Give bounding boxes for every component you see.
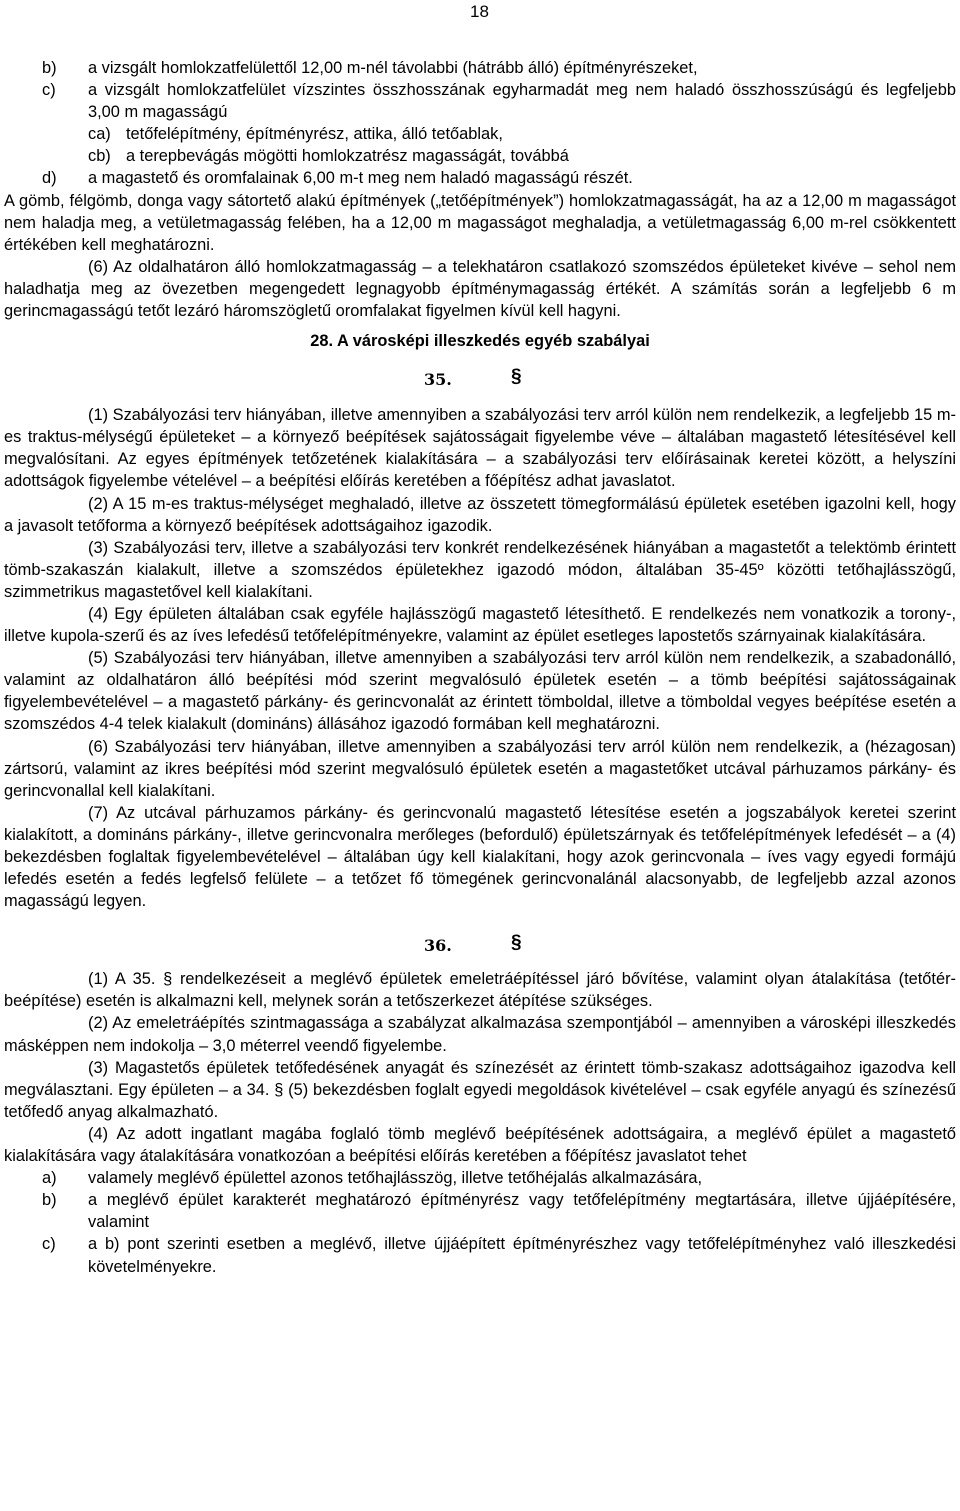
paragraph: (4) Az adott ingatlant magába foglaló tömb meglévő beépítésének adottságaira, a meglévő épület a magastető kialakítására vagy átalakítására vonatkozóan a beépítési előírás keretében a főépítész javaslatot tehet (4, 1124, 956, 1166)
list-text: valamely meglévő épülettel azonos tetőhajlásszög, illetve tetőhéjalás alkalmazására, (88, 1169, 703, 1188)
section-marker (4, 352, 956, 404)
list-text: a vizsgált homlokzatfelülettől 12,00 m-nél távolabbi (hátrább álló) építményrészeket, (88, 59, 698, 77)
list-item (4, 167, 956, 189)
list-item (4, 1189, 956, 1233)
paragraph: (6) Szabályozási terv hiányában, illetve amennyiben a szabályozási terv arról külön nem rendelkezik, a (hézagosan) zártsorú, valamint az ikres beépítési mód szerint megvalósuló épületek esetén a magastetőket utcával párhuzamos párkány- és gerincvonallal kell kialakítani. (4, 737, 956, 800)
list-item (4, 1167, 956, 1189)
page-number: 18 (470, 2, 489, 21)
list-label: b) (42, 1191, 57, 1210)
paragraph: A gömb, félgömb, donga vagy sátortető alakú építmények („tetőépítmények”) homlokzatmagasságát, ha az a 12,00 m magasságot nem haladja meg, a vetületmagasság felében, ha a 12,00 m magasságot meghaladja, a vetületmagasság 6,00 m-rel csökkentett értékében kell meghatározni. (4, 191, 956, 254)
list-item (4, 1233, 956, 1277)
list-text: a meglévő épület karakterét meghatározó építményrész vagy tetőfelépítmény megtartására, illetve újjáépítésére, valamint (88, 1191, 956, 1232)
list-text: a b) pont szerinti esetben a meglévő, illetve újjáépített építményrészhez vagy tetőfelépítményhez való illeszkedési követelményekre. (88, 1235, 956, 1276)
list-label: d) (42, 169, 57, 188)
section-number: 36. (424, 936, 452, 956)
paragraph: (1) A 35. § rendelkezéseit a meglévő épületek emeletráépítéssel járó bővítése, valamint olyan átalakítása (tetőtér-beépítése) esetén is alkalmazni kell, melynek során a tetőszerkezet átépítése szükséges. (4, 970, 956, 1011)
paragraph: (1) Szabályozási terv hiányában, illetve amennyiben a szabályozási terv arról külön nem rendelkezik, a legfeljebb 15 m-es traktus-mélységű épületeket – a környező beépítések sajátosságait figyelembe véve – általában magastető létesítésével kell megvalósítani. Az egyes építmények tetőzetének kialakítására – a szabályozási terv előírásainak keretei között, a helyszíni adottságok figyelembe vételével – a beépítési előírás keretében a főépítész adhat javaslatot. (4, 406, 956, 491)
list-text: a vizsgált homlokzatfelület vízszintes összhosszának egyharmadát meg nem haladó összhosszúságú és legfeljebb 3,00 m magasságú (88, 81, 956, 122)
list-label: b) (42, 59, 57, 77)
sub-list-item (4, 123, 956, 145)
list-label: a) (42, 1169, 57, 1188)
paragraph: (7) Az utcával párhuzamos párkány- és gerincvonalú magastető létesítése esetén a jogszabályok keretei szerint kialakított, a domináns párkány-, illetve gerincvonalra merőleges (befordulő) épületszárnyak és tetőfelépítmények lefedését – a (4) bekezdésben foglaltak figyelembevételével – általában úgy kell kialakítani, hogy azok gerincvonala – íves vagy egyedi formájú lefedés esetén a fedés legfelső felülete – a tetőzet fő tömegének gerincvonalánál alacsonyabb, de legfeljebb azzal azonos magasságú legyen. (4, 803, 956, 911)
paragraph: (5) Szabályozási terv hiányában, illetve amennyiben a szabályozási terv arról külön nem rendelkezik, a szabadonálló, valamint az oldalhatáron álló beépítési mód szerint megvalósuló épületek esetén – a tömb beépítési sajátosságainak figyelembevételével – a magastető párkány- és gerincvonalát az érintett tömboldal, illetve a tömboldal vegyes beépítése esetén a szomszédos 4-4 telek kialakult (domináns) állásához igazodó formában kell meghatározni. (4, 649, 956, 734)
list-text: a terepbevágás mögötti homlokzatrész magasságát, továbbá (126, 147, 569, 166)
section-sign: § (511, 366, 522, 388)
list-label: c) (42, 81, 56, 100)
paragraph: (3) Magastetős épületek tetőfedésének anyagát és színezését az érintett tömb-szakasz adottságaihoz igazodva kell megválasztani. Egy épületen – a 34. § (5) bekezdésben foglalt egyedi megoldások kivételével – csak egyféle anyagú és színezésű tetőfedő anyag alkalmazható. (4, 1058, 956, 1121)
paragraph: (2) A 15 m-es traktus-mélységet meghaladó, illetve az összetett tömegformálású épületek esetében igazolni kell, hogy a javasolt tetőforma a környező beépítések adottságaihoz igazodik. (4, 494, 956, 535)
list-label: ca) (88, 125, 111, 144)
paragraph: (6) Az oldalhatáron álló homlokzatmagasság – a telekhatáron csatlakozó szomszédos épületeket kivéve – sehol nem haladhatja meg az övezetben megengedett legnagyobb építménymagasság értékét. A számítás során a legfeljebb 6 m gerincmagasságú tetőt lezáró háromszögletű oromfalakat figyelmen kívül kell hagyni. (4, 257, 956, 321)
list-item (4, 79, 956, 123)
section-number: 35. (424, 370, 452, 390)
list-item (4, 57, 956, 79)
section-heading: 28. A városképi illeszkedés egyéb szabályai (310, 332, 650, 351)
section-sign: § (511, 932, 522, 954)
paragraph: (2) Az emeletráépítés szintmagassága a szabályzat alkalmazása szempontjából – amennyiben a városképi illeszkedés másképpen nem indokolja – 3,0 méterrel veendő figyelembe. (4, 1014, 956, 1055)
paragraph: (3) Szabályozási terv, illetve a szabályozási terv konkrét rendelkezésének hiányában a magastetőt a telektömb érintett tömb-szakaszán kialakult, illetve a szomszédos épületekhez igazodó módon, általában 35-45º közötti tetőhajlásszögű, szimmetrikus magastetővel kell kialakítani. (4, 538, 956, 601)
list-text: tetőfelépítmény, építményrész, attika, álló tetőablak, (126, 125, 503, 144)
sub-list-item (4, 145, 956, 167)
document-body (4, 57, 956, 1278)
section-marker (4, 912, 956, 968)
list-label: c) (42, 1235, 56, 1254)
list-label: cb) (88, 147, 111, 166)
list-text: a magastető és oromfalainak 6,00 m-t meg nem haladó magasságú részét. (88, 169, 633, 188)
paragraph: (4) Egy épületen általában csak egyféle hajlásszögű magastető létesíthető. E rendelkezés nem vonatkozik a torony-, illetve kupola-szerű és az íves lefedésű tetőfelépítményekre, valamint az épület esetleges lapostetős szárnyainak kialakítására. (4, 604, 956, 646)
